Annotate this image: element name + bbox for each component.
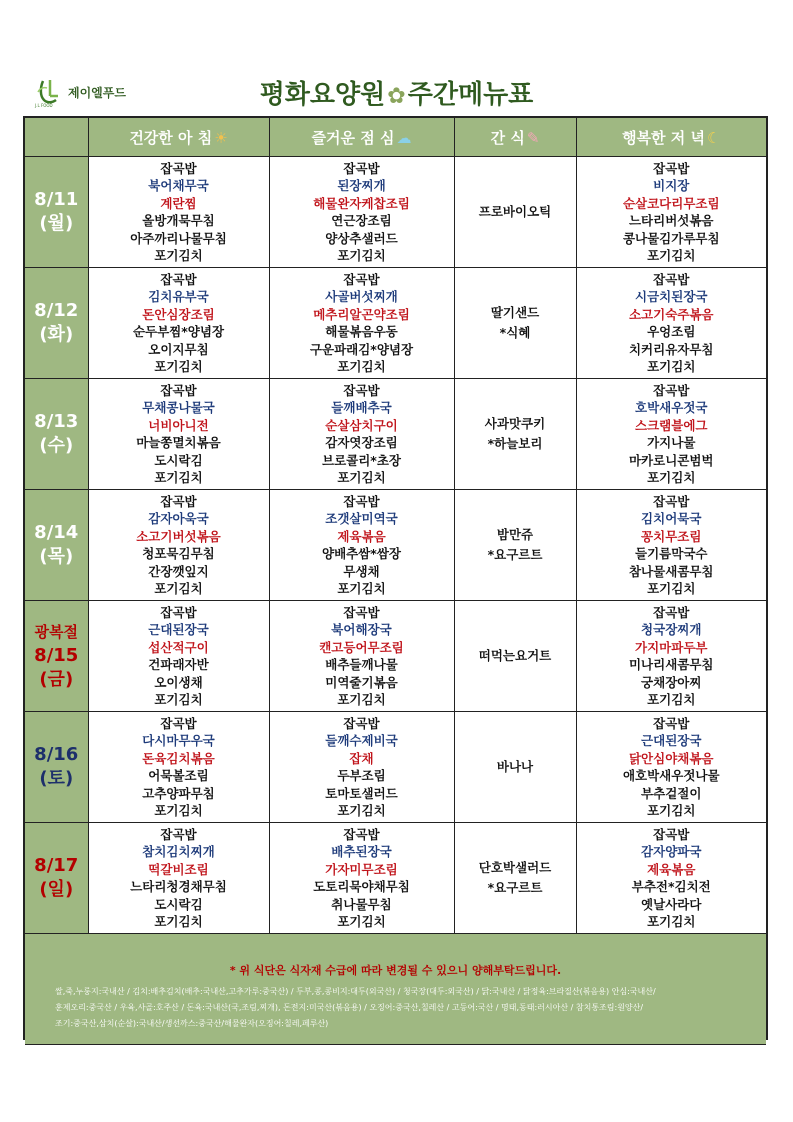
date-cell	[25, 157, 88, 268]
menu-item: 순살코다리무조림	[622, 195, 720, 211]
menu-item: 캔고등어무조림	[319, 639, 404, 655]
menu-item: 다시마무우국	[142, 733, 215, 749]
date-label: 8/13	[34, 411, 79, 432]
menu-item: 참치김치찌개	[142, 844, 215, 860]
menu-item: 치커리유자무침	[628, 341, 714, 357]
menu-item: 포기김치	[337, 247, 386, 263]
menu-item: 잡곡밥	[343, 494, 380, 509]
snack-item: 딸기샌드	[490, 305, 540, 320]
menu-item: 포기김치	[154, 691, 203, 707]
menu-item: 미나리새콤무침	[628, 657, 714, 673]
menu-item: 섭산적구이	[148, 639, 209, 655]
menu-item: 포기김치	[154, 469, 203, 485]
menu-item: 느타리청경채무침	[130, 879, 227, 895]
menu-item: 포기김치	[337, 802, 386, 818]
menu-item: 계란찜	[160, 195, 197, 211]
menu-item: 잡곡밥	[160, 716, 197, 731]
menu-item: 잡곡밥	[653, 494, 690, 509]
title-menu: 주간메뉴표	[407, 80, 534, 110]
date-cell	[25, 490, 88, 601]
breakfast-cell	[88, 157, 269, 268]
menu-item: 제육볶음	[647, 861, 696, 877]
dinner-cell	[576, 823, 766, 934]
menu-item: 잡곡밥	[653, 716, 690, 731]
moon-icon: ☾	[706, 128, 721, 147]
breakfast-cell	[88, 712, 269, 823]
origin-line: 쌀,죽,누룽지:국내산 / 김치:배추김치(배추:국내산,고추가루:중국산) / 두부,콩,콩비지:대두(외국산) / 청국장(대두:외국산) / 닭:국내산 / 닭정육:브라질산(볶음용) 안심:국내산/	[55, 987, 656, 996]
menu-item: 포기김치	[337, 469, 386, 485]
menu-item: 너비아니전	[148, 417, 209, 433]
sun-icon: ☀	[214, 128, 228, 147]
snack-cell	[454, 601, 576, 712]
menu-item: 잡곡밥	[343, 383, 380, 398]
menu-item: 김치어묵국	[641, 511, 702, 527]
date-cell	[25, 712, 88, 823]
menu-table-frame	[23, 116, 768, 1040]
change-notice: * 위 식단은 식자재 수급에 따라 변경될 수 있으니 양해부탁드립니다.	[229, 964, 562, 977]
menu-item: 토마토샐러드	[325, 785, 398, 801]
dinner-cell	[576, 379, 766, 490]
menu-item: 제육볶음	[337, 528, 386, 544]
menu-item: 잡곡밥	[160, 272, 197, 287]
holiday-label: 광복절	[34, 623, 78, 641]
title-facility: 평화요양원	[259, 80, 386, 110]
menu-item: 포기김치	[154, 802, 203, 818]
menu-item: 잡곡밥	[343, 272, 380, 287]
menu-item: 감자아욱국	[148, 511, 209, 527]
menu-item: 잡곡밥	[653, 605, 690, 620]
header-label: 간 식	[490, 128, 525, 147]
weekday-label: (목)	[39, 546, 74, 567]
menu-item: 해물볶음우동	[325, 324, 398, 340]
menu-item: 잡곡밥	[653, 827, 690, 842]
menu-item: 브로콜리*초장	[322, 452, 401, 468]
menu-item: 두부조림	[337, 768, 386, 784]
menu-item: 도시락김	[154, 452, 203, 468]
logo-mark-text: J.L FOOD	[35, 103, 53, 108]
menu-item: 해물완자케찹조림	[313, 195, 410, 211]
menu-item: 포기김치	[647, 469, 696, 485]
menu-item: 비지장	[653, 178, 690, 194]
dinner-cell	[576, 157, 766, 268]
footer-cell	[25, 934, 766, 1045]
menu-item: 느타리버섯볶음	[628, 213, 714, 229]
menu-item: 부추겉절이	[641, 785, 702, 801]
menu-item: 부추전*김치전	[631, 879, 711, 895]
date-label: 8/16	[34, 744, 79, 765]
menu-item: 돈육김치볶음	[142, 750, 215, 766]
menu-item: 포기김치	[154, 913, 203, 929]
menu-item: 마카로니콘범벅	[628, 452, 714, 468]
weekly-menu-table	[25, 118, 766, 1045]
menu-item: 잡곡밥	[653, 272, 690, 287]
menu-item: 간장깻잎지	[148, 563, 209, 579]
breakfast-cell	[88, 379, 269, 490]
weekday-label: (월)	[39, 213, 74, 234]
snack-cell	[454, 712, 576, 823]
snack-cell	[454, 157, 576, 268]
snack-item: 단호박샐러드	[478, 860, 552, 875]
menu-item: 돈안심장조림	[142, 306, 215, 322]
menu-item: 잡곡밥	[343, 161, 380, 176]
menu-item: 아주까리나물무침	[130, 230, 227, 246]
menu-item: 사골버섯찌개	[325, 289, 398, 305]
menu-item: 고추양파무침	[142, 785, 215, 801]
menu-item: 김치유부국	[148, 289, 209, 305]
snack-item: 밤만쥬	[496, 527, 534, 542]
weekday-label: (일)	[39, 879, 74, 900]
menu-item: 잡곡밥	[160, 494, 197, 509]
menu-item: 잡곡밥	[160, 161, 197, 176]
menu-item: 잡곡밥	[343, 605, 380, 620]
menu-item: 구운파래김*양념장	[309, 341, 414, 357]
snack-cell	[454, 823, 576, 934]
menu-item: 애호박새우젓나물	[622, 768, 720, 784]
menu-item: 포기김치	[154, 358, 203, 374]
menu-item: 시금치된장국	[635, 289, 708, 305]
snack-cell	[454, 268, 576, 379]
day-row	[25, 823, 766, 934]
snack-item: *요구르트	[487, 880, 543, 895]
snack-item: 사과맛쿠키	[484, 416, 546, 431]
origin-info	[25, 978, 766, 1032]
day-row	[25, 157, 766, 268]
menu-item: 포기김치	[337, 358, 386, 374]
menu-item: 포기김치	[647, 913, 696, 929]
menu-item: 잡곡밥	[653, 383, 690, 398]
header-label: 행복한 저 녁	[622, 128, 705, 147]
menu-item: 포기김치	[337, 691, 386, 707]
dinner-cell	[576, 601, 766, 712]
header-snack	[454, 118, 576, 157]
menu-item: 궁채장아찌	[641, 674, 702, 690]
menu-item: 순두부찜*양념장	[132, 324, 225, 340]
menu-item: 건파래자반	[148, 657, 209, 673]
menu-item: 청국장찌개	[641, 622, 702, 638]
day-row	[25, 268, 766, 379]
menu-item: 순살삼치구이	[325, 417, 398, 433]
menu-item: 포기김치	[647, 247, 696, 263]
date-label: 8/11	[34, 189, 79, 210]
page-title	[0, 74, 793, 111]
menu-item: 잡곡밥	[343, 716, 380, 731]
dinner-cell	[576, 712, 766, 823]
lunch-cell	[269, 823, 454, 934]
menu-item: 감자양파국	[641, 844, 702, 860]
menu-item: 배추들깨나물	[325, 657, 398, 673]
snack-item: 떠먹는요거트	[478, 648, 552, 663]
snack-cell	[454, 379, 576, 490]
weekday-label: (토)	[39, 768, 74, 789]
menu-item: 근대된장국	[641, 733, 702, 749]
date-label: 8/14	[34, 522, 79, 543]
menu-item: 된장찌개	[337, 178, 386, 194]
menu-item: 미역줄기볶음	[325, 674, 398, 690]
menu-item: 어묵볼조림	[148, 768, 209, 784]
dinner-cell	[576, 268, 766, 379]
day-row	[25, 601, 766, 712]
dinner-cell	[576, 490, 766, 601]
header-lunch	[269, 118, 454, 157]
header-row	[25, 118, 766, 157]
menu-item: 우엉조림	[647, 324, 696, 340]
menu-item: 참나물새콤무침	[628, 563, 714, 579]
menu-item: 옛날사라다	[641, 896, 702, 912]
menu-item: 도토리묵야채무침	[313, 879, 410, 895]
date-cell	[25, 823, 88, 934]
date-label: 8/15	[34, 645, 79, 666]
menu-item: 연근장조림	[331, 213, 392, 229]
menu-item: 가지마파두부	[635, 639, 708, 655]
menu-item: 떡갈비조림	[148, 861, 209, 877]
corner-cell	[25, 118, 88, 157]
origin-line: 조기:중국산,삼치(순살):국내산/생선까스:중국산/해물완자(오징어:칠레,페루산)	[55, 1019, 329, 1028]
weekday-label: (화)	[39, 324, 74, 345]
menu-item: 올방개묵무침	[142, 213, 215, 229]
menu-item: 감자엿장조림	[325, 435, 398, 451]
date-label: 8/12	[34, 300, 79, 321]
menu-item: 포기김치	[647, 358, 696, 374]
menu-item: 무채콩나물국	[142, 400, 215, 416]
menu-item: 잡곡밥	[653, 161, 690, 176]
menu-item: 배추된장국	[331, 844, 392, 860]
menu-item: 양배추쌈*쌈장	[322, 546, 401, 562]
breakfast-cell	[88, 268, 269, 379]
header-label: 즐거운 점 심	[311, 128, 395, 147]
lunch-cell	[269, 379, 454, 490]
lunch-cell	[269, 601, 454, 712]
menu-item: 양상추샐러드	[325, 230, 398, 246]
lunch-cell	[269, 268, 454, 379]
weekday-label: (수)	[39, 435, 74, 456]
menu-item: 잡곡밥	[160, 383, 197, 398]
menu-item: 잡채	[349, 750, 374, 766]
menu-item: 북어해장국	[331, 622, 392, 638]
menu-item: 호박새우젓국	[635, 400, 708, 416]
day-row	[25, 379, 766, 490]
day-row	[25, 712, 766, 823]
lunch-cell	[269, 157, 454, 268]
lunch-cell	[269, 712, 454, 823]
menu-item: 포기김치	[154, 247, 203, 263]
menu-item: 도시락김	[154, 896, 203, 912]
menu-item: 잡곡밥	[343, 827, 380, 842]
menu-item: 포기김치	[337, 580, 386, 596]
menu-item: 조갯살미역국	[325, 511, 398, 527]
menu-item: 취나물무침	[331, 896, 392, 912]
header-breakfast	[88, 118, 269, 157]
snack-item: 프로바이오틱	[478, 204, 552, 219]
menu-item: 오이지무침	[148, 341, 209, 357]
menu-item: 가자미무조림	[325, 861, 398, 877]
snack-item: *식혜	[499, 325, 531, 340]
menu-item: 닭안심야채볶음	[628, 750, 714, 766]
menu-item: 메추리알곤약조림	[313, 306, 410, 322]
breakfast-cell	[88, 490, 269, 601]
menu-item: 콩나물김가루무침	[622, 230, 720, 246]
breakfast-cell	[88, 823, 269, 934]
menu-item: 청포묵김무침	[142, 546, 215, 562]
menu-item: 꽁치무조림	[641, 528, 702, 544]
weekday-label: (금)	[39, 669, 74, 690]
origin-line: 훈제오리:중국산 / 우육,사골:호주산 / 돈육:국내산(국,조림,찌개), 돈전지:미국산(볶음용) / 오징어:중국산,칠레산 / 고등어:국산 / 명태,동태:러시아산 / 참치통조림:원양산/	[55, 1003, 644, 1012]
menu-item: 포기김치	[337, 913, 386, 929]
menu-item: 소고기숙주볶음	[628, 306, 714, 322]
snack-item: *요구르트	[487, 547, 543, 562]
header-label: 건강한 아 침	[129, 128, 213, 147]
menu-item: 스크램블에그	[635, 417, 708, 433]
date-cell	[25, 601, 88, 712]
menu-item: 포기김치	[647, 802, 696, 818]
skewer-icon: ✎	[526, 128, 540, 147]
flower-icon: ✿	[387, 84, 406, 109]
snack-item: 바나나	[496, 759, 534, 774]
date-cell	[25, 268, 88, 379]
menu-item: 들깨배추국	[331, 400, 392, 416]
rainbow-icon: ☁	[396, 128, 412, 147]
menu-item: 들기름막국수	[635, 546, 708, 562]
menu-item: 들깨수제비국	[325, 733, 398, 749]
brand-name: 제이엘푸드	[68, 86, 126, 100]
menu-item: 포기김치	[647, 580, 696, 596]
menu-item: 오이생채	[154, 674, 203, 690]
menu-item: 잡곡밥	[160, 827, 197, 842]
footer-row	[25, 934, 766, 1045]
day-row	[25, 490, 766, 601]
menu-item: 포기김치	[647, 691, 696, 707]
menu-item: 소고기버섯볶음	[136, 528, 221, 544]
lunch-cell	[269, 490, 454, 601]
menu-item: 포기김치	[154, 580, 203, 596]
menu-item: 북어채무국	[148, 178, 209, 194]
date-cell	[25, 379, 88, 490]
menu-item: 가지나물	[647, 435, 696, 451]
menu-item: 근대된장국	[148, 622, 209, 638]
snack-cell	[454, 490, 576, 601]
header-dinner	[576, 118, 766, 157]
date-label: 8/17	[34, 855, 79, 876]
breakfast-cell	[88, 601, 269, 712]
snack-item: *하늘보리	[487, 436, 543, 451]
menu-item: 잡곡밥	[160, 605, 197, 620]
menu-item: 무생채	[343, 563, 380, 579]
menu-item: 마늘쫑멸치볶음	[136, 435, 221, 451]
